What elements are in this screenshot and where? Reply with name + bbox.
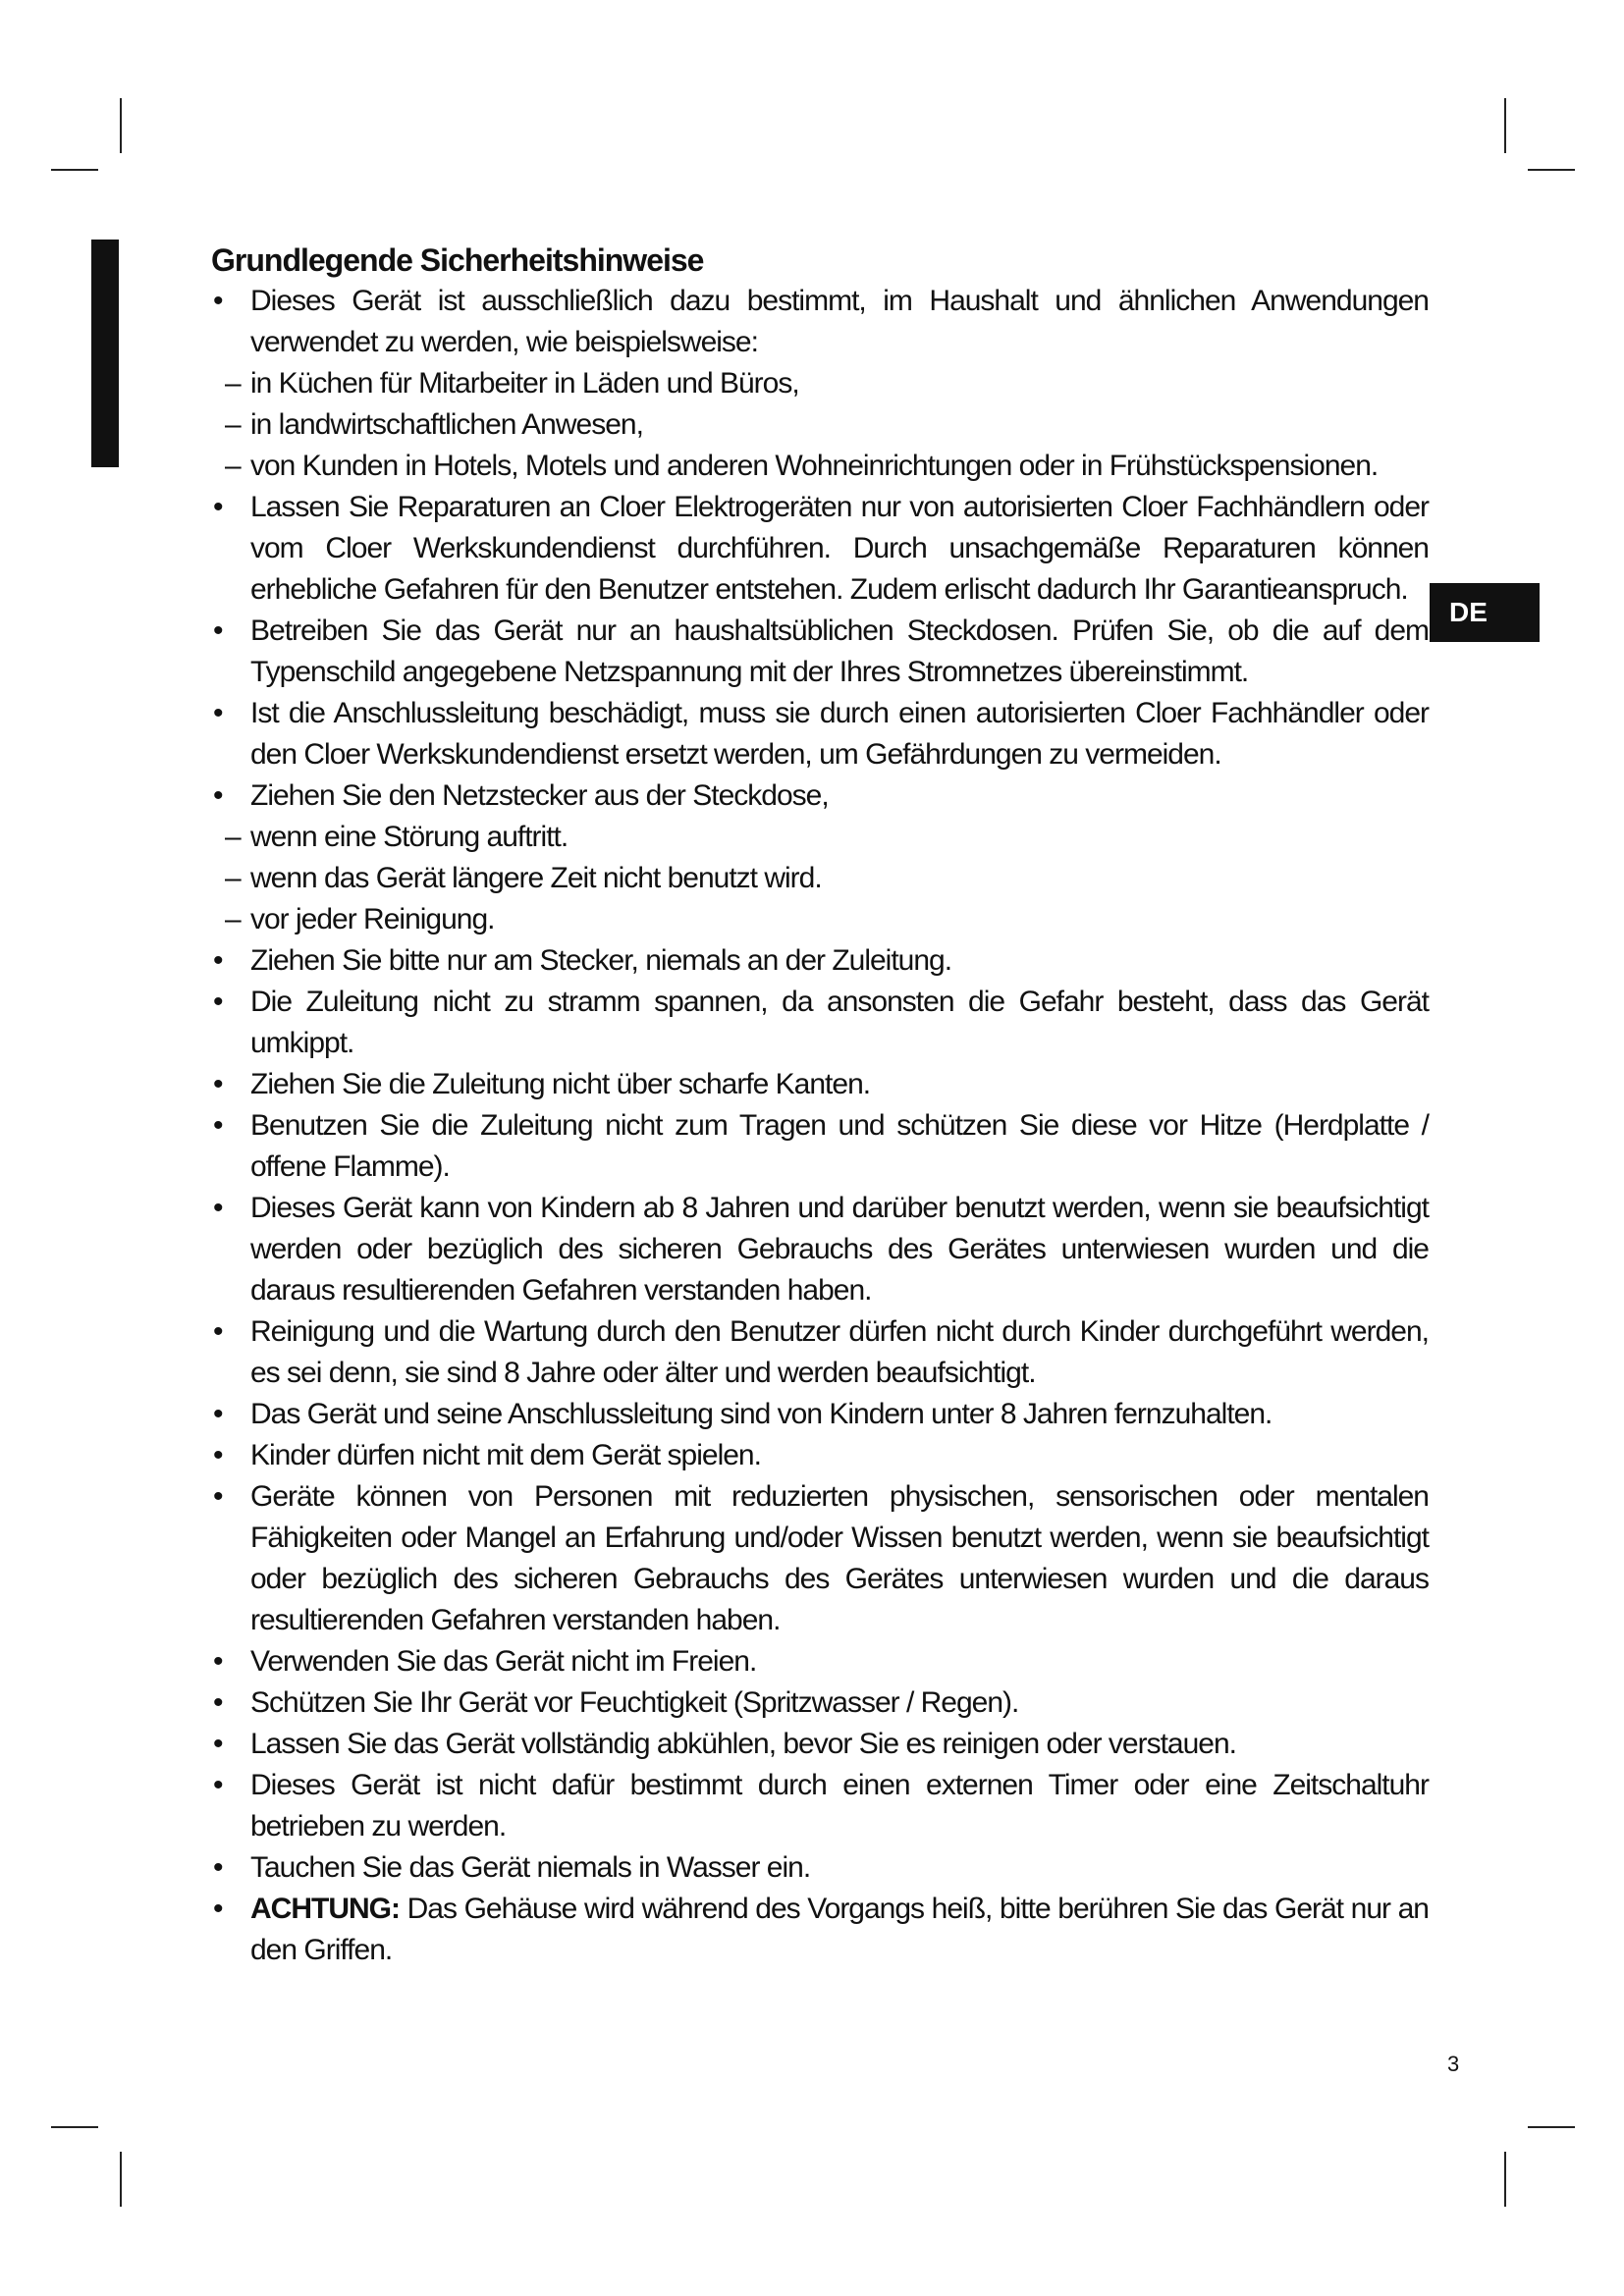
dash-marker: – [225,367,241,400]
language-tab: DE [1430,583,1540,642]
instruction-list [211,281,1429,1971]
list-item-text: Kinder dürfen nicht mit dem Gerät spielen. [250,1439,761,1471]
list-item [211,1476,1429,1641]
crop-mark-bottom-right-horizontal [1528,2126,1575,2128]
safety-instructions [211,240,1429,1971]
section-marker-bar [91,240,119,467]
sub-list-item [225,446,1429,487]
list-item-text: Dieses Gerät ist nicht dafür bestimmt durch einen externen Timer oder eine Zeitschaltuhr betrieben zu werden. [250,1769,1429,1842]
list-item-text: Reinigung und die Wartung durch den Benutzer dürfen nicht durch Kinder durchgeführt werden, es sei denn, sie sind 8 Jahre oder älter und werden beaufsichtigt. [250,1315,1429,1389]
dash-marker: – [225,903,241,935]
list-item [211,611,1429,693]
sub-list-item [225,404,1429,446]
crop-mark-top-right-horizontal [1528,169,1575,171]
dash-marker: – [225,862,241,894]
dash-marker: – [225,821,241,853]
list-item [211,775,1429,817]
list-item-text: Ist die Anschlussleitung beschädigt, muss sie durch einen autorisierten Cloer Fachhändler oder den Cloer Werkskundendienst ersetzt werden, um Gefährdungen zu vermeiden. [250,697,1429,771]
list-item-text: Tauchen Sie das Gerät niemals in Wasser ein. [250,1851,811,1884]
page-number: 3 [1447,2052,1460,2076]
list-item-text: wenn eine Störung auftritt. [250,821,568,853]
list-item [211,281,1429,363]
list-item-text: Das Gerät und seine Anschlussleitung sind von Kindern unter 8 Jahren fernzuhalten. [250,1398,1272,1430]
list-item [211,1641,1429,1682]
crop-mark-bottom-left-vertical [120,2152,122,2207]
warning-item [211,1889,1429,1971]
list-item-text: Ziehen Sie den Netzstecker aus der Steckdose, [250,779,829,812]
dash-marker: – [225,408,241,441]
list-item [211,693,1429,775]
list-item [211,1724,1429,1765]
list-item-text: Schützen Sie Ihr Gerät vor Feuchtigkeit (Spritzwasser / Regen). [250,1686,1019,1719]
list-item [211,1765,1429,1847]
list-item-text: Dieses Gerät ist ausschließlich dazu bestimmt, im Haushalt und ähnlichen Anwendungen verwendet zu werden, wie beispielsweise: [250,285,1429,358]
crop-mark-bottom-left-horizontal [51,2126,98,2128]
sub-list-item [225,817,1429,858]
list-item [211,982,1429,1064]
list-item-text: Benutzen Sie die Zuleitung nicht zum Tragen und schützen Sie diese vor Hitze (Herdplatte / offene Flamme). [250,1109,1429,1183]
sub-list-item [225,858,1429,899]
list-item [211,1435,1429,1476]
warning-label: ACHTUNG: [250,1893,400,1925]
list-item-text: Lassen Sie das Gerät vollständig abkühlen, bevor Sie es reinigen oder verstauen. [250,1728,1236,1760]
list-item [211,1394,1429,1435]
list-item [211,940,1429,982]
list-item [211,1064,1429,1105]
crop-mark-top-right-vertical [1504,98,1506,153]
crop-mark-top-left-vertical [120,98,122,153]
list-item [211,1188,1429,1311]
list-item-text: von Kunden in Hotels, Motels und anderen Wohneinrichtungen oder in Frühstückspensionen. [250,450,1379,482]
list-item-text: Lassen Sie Reparaturen an Cloer Elektrogeräten nur von autorisierten Cloer Fachhändlern oder vom Cloer Werkskundendienst durchführen. Durch unsachgemäße Reparaturen können erhebliche Gefahren für den Benutzer entstehen. Zudem erlischt dadurch Ihr Garantieanspruch. [250,491,1429,606]
list-item [211,1311,1429,1394]
list-item-text: Betreiben Sie das Gerät nur an haushaltsüblichen Steckdosen. Prüfen Sie, ob die auf dem Typenschild angegebene Netzspannung mit der Ihres Stromnetzes übereinstimmt. [250,614,1429,688]
list-item-text: Dieses Gerät kann von Kindern ab 8 Jahren und darüber benutzt werden, wenn sie beaufsichtigt werden oder bezüglich des sicheren Gebrauchs des Gerätes unterwiesen wurden und die daraus resultierenden Gefahren verstanden haben. [250,1192,1429,1307]
list-item [211,1682,1429,1724]
crop-mark-top-left-horizontal [51,169,98,171]
list-item-text: Verwenden Sie das Gerät nicht im Freien. [250,1645,757,1678]
list-item-text: Die Zuleitung nicht zu stramm spannen, da ansonsten die Gefahr besteht, dass das Gerät umkippt. [250,986,1429,1059]
list-item-text: Ziehen Sie bitte nur am Stecker, niemals an der Zuleitung. [250,944,952,977]
sub-list-item [225,363,1429,404]
list-item [211,487,1429,611]
list-item [211,1847,1429,1889]
page-title: Grundlegende Sicherheitshinweise [211,242,704,278]
list-item-text: in Küchen für Mitarbeiter in Läden und Büros, [250,367,799,400]
list-item-text: wenn das Gerät längere Zeit nicht benutzt wird. [250,862,822,894]
list-item-text: vor jeder Reinigung. [250,903,495,935]
crop-mark-bottom-right-vertical [1504,2152,1506,2207]
sub-list-item [225,899,1429,940]
list-item-text: Ziehen Sie die Zuleitung nicht über scharfe Kanten. [250,1068,871,1100]
list-item-text: Geräte können von Personen mit reduzierten physischen, sensorischen oder mentalen Fähigkeiten oder Mangel an Erfahrung und/oder Wissen benutzt werden, wenn sie beaufsichtigt oder bezüglich des sicheren Gebrauchs des Gerätes unterwiesen wurden und die daraus resultierenden Gefahren verstanden haben. [250,1480,1429,1636]
dash-marker: – [225,450,241,482]
list-item-text: in landwirtschaftlichen Anwesen, [250,408,643,441]
warning-text: Das Gehäuse wird während des Vorgangs heiß, bitte berühren Sie das Gerät nur an den Griffen. [250,1893,1429,1966]
list-item [211,1105,1429,1188]
